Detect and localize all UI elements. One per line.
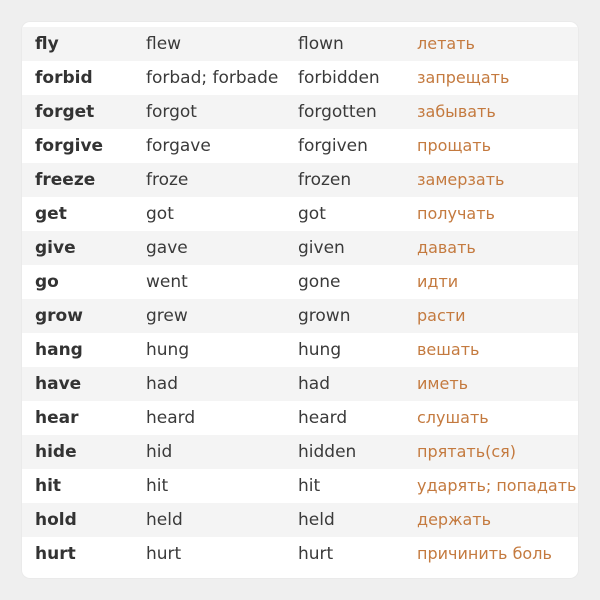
- base-form: get: [35, 204, 67, 224]
- translation: ударять; попадать: [417, 476, 577, 495]
- base-form: hurt: [35, 544, 76, 564]
- past-simple: hit: [146, 476, 169, 496]
- base-form: give: [35, 238, 76, 258]
- base-form: go: [35, 272, 59, 292]
- table-row: [22, 231, 578, 265]
- table-row: [22, 367, 578, 401]
- past-participle: hidden: [298, 442, 357, 462]
- translation: прощать: [417, 136, 492, 155]
- translation: держать: [417, 510, 492, 529]
- translation: забывать: [417, 102, 496, 121]
- past-simple: hung: [146, 340, 190, 360]
- base-form: fly: [35, 34, 59, 54]
- past-simple: heard: [146, 408, 196, 428]
- past-simple: had: [146, 374, 178, 394]
- past-participle: forbidden: [298, 68, 380, 88]
- past-participle: given: [298, 238, 345, 258]
- past-participle: got: [298, 204, 326, 224]
- past-participle: heard: [298, 408, 348, 428]
- table-row: [22, 61, 578, 95]
- translation: идти: [417, 272, 459, 291]
- translation: вешать: [417, 340, 480, 359]
- base-form: have: [35, 374, 82, 394]
- past-simple: froze: [146, 170, 189, 190]
- past-simple: grew: [146, 306, 188, 326]
- table-row: [22, 265, 578, 299]
- table-row: [22, 435, 578, 469]
- past-participle: forgotten: [298, 102, 377, 122]
- base-form: forgive: [35, 136, 104, 156]
- past-participle: had: [298, 374, 330, 394]
- translation: расти: [417, 306, 466, 325]
- table-row: [22, 401, 578, 435]
- past-participle: flown: [298, 34, 344, 54]
- past-simple: held: [146, 510, 183, 530]
- verb-table-card: [22, 22, 578, 578]
- table-row: [22, 163, 578, 197]
- base-form: hang: [35, 340, 83, 360]
- translation: получать: [417, 204, 495, 223]
- table-row: [22, 333, 578, 367]
- past-simple: gave: [146, 238, 188, 258]
- base-form: grow: [35, 306, 83, 326]
- translation: прятать(ся): [417, 442, 517, 461]
- past-simple: flew: [146, 34, 182, 54]
- base-form: forbid: [35, 68, 93, 88]
- past-simple: went: [146, 272, 188, 292]
- past-participle: held: [298, 510, 335, 530]
- past-participle: grown: [298, 306, 351, 326]
- base-form: hide: [35, 442, 77, 462]
- past-simple: forgot: [146, 102, 197, 122]
- past-participle: gone: [298, 272, 341, 292]
- table-row: [22, 469, 578, 503]
- past-simple: hid: [146, 442, 173, 462]
- past-simple: got: [146, 204, 174, 224]
- table-row: [22, 95, 578, 129]
- translation: слушать: [417, 408, 489, 427]
- base-form: hear: [35, 408, 79, 428]
- translation: причинить боль: [417, 544, 552, 563]
- base-form: hold: [35, 510, 77, 530]
- table-row: [22, 537, 578, 571]
- past-participle: hurt: [298, 544, 334, 564]
- past-participle: forgiven: [298, 136, 368, 156]
- table-row: [22, 197, 578, 231]
- base-form: freeze: [35, 170, 96, 190]
- past-participle: hit: [298, 476, 321, 496]
- past-simple: forbad; forbade: [146, 68, 279, 88]
- past-simple: forgave: [146, 136, 211, 156]
- translation: замерзать: [417, 170, 505, 189]
- table-row: [22, 27, 578, 61]
- translation: летать: [417, 34, 475, 53]
- past-participle: frozen: [298, 170, 352, 190]
- translation: иметь: [417, 374, 469, 393]
- base-form: forget: [35, 102, 95, 122]
- past-simple: hurt: [146, 544, 182, 564]
- table-row: [22, 503, 578, 537]
- translation: давать: [417, 238, 476, 257]
- table-row: [22, 299, 578, 333]
- past-participle: hung: [298, 340, 342, 360]
- translation: запрещать: [417, 68, 510, 87]
- table-row: [22, 129, 578, 163]
- base-form: hit: [35, 476, 62, 496]
